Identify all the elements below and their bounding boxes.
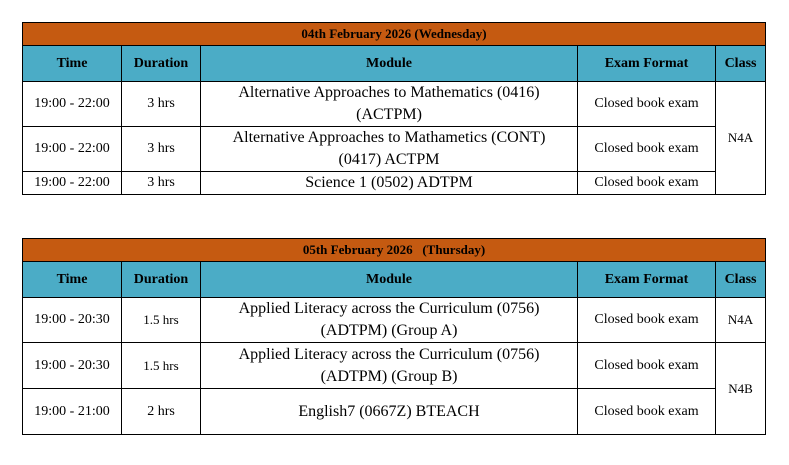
duration-cell: 3 hrs bbox=[122, 82, 201, 127]
col-module: Module bbox=[201, 46, 578, 82]
table-row bbox=[23, 82, 766, 127]
module-line: Applied Literacy across the Curriculum (0756) bbox=[238, 345, 540, 363]
duration-cell: 1.5 hrs bbox=[122, 343, 201, 389]
module-cell bbox=[201, 82, 578, 127]
col-time: Time bbox=[23, 46, 122, 82]
module-line: (ACTPM) bbox=[356, 106, 422, 123]
class-cell: N4B bbox=[716, 343, 766, 435]
format-cell: Closed book exam bbox=[578, 389, 716, 435]
time-cell: 19:00 - 22:00 bbox=[23, 82, 122, 127]
table-row bbox=[23, 127, 766, 172]
col-module: Module bbox=[201, 262, 578, 298]
col-duration: Duration bbox=[122, 46, 201, 82]
format-cell: Closed book exam bbox=[578, 172, 716, 195]
module-line: Applied Literacy across the Curriculum (0756) bbox=[238, 300, 540, 317]
module-cell bbox=[201, 343, 578, 389]
module-line: (ADTPM) (Group B) bbox=[320, 367, 458, 385]
module-cell: Science 1 (0502) ADTPM bbox=[201, 172, 578, 195]
module-line: (0417) ACTPM bbox=[338, 151, 440, 168]
table-row bbox=[23, 389, 766, 435]
module-cell bbox=[201, 127, 578, 172]
format-cell: Closed book exam bbox=[578, 127, 716, 172]
time-cell: 19:00 - 22:00 bbox=[23, 127, 122, 172]
module-line: Alternative Approaches to Mathametics (CONT) bbox=[232, 129, 546, 146]
exam-table-day1 bbox=[22, 22, 766, 195]
table-row bbox=[23, 172, 766, 195]
col-exam-format: Exam Format bbox=[578, 262, 716, 298]
exam-table-day2 bbox=[22, 238, 766, 435]
duration-cell: 3 hrs bbox=[122, 172, 201, 195]
date-header: 04th February 2026 (Wednesday) bbox=[23, 23, 766, 46]
module-cell: English7 (0667Z) BTEACH bbox=[201, 389, 578, 435]
module-line: Alternative Approaches to Mathematics (0416) bbox=[238, 84, 540, 101]
time-cell: 19:00 - 21:00 bbox=[23, 389, 122, 435]
table-row bbox=[23, 298, 766, 343]
format-cell: Closed book exam bbox=[578, 343, 716, 389]
time-cell: 19:00 - 20:30 bbox=[23, 298, 122, 343]
format-cell: Closed book exam bbox=[578, 82, 716, 127]
date-header: 05th February 2026 (Thursday) bbox=[23, 239, 766, 262]
class-cell: N4A bbox=[716, 298, 766, 343]
duration-cell: 2 hrs bbox=[122, 389, 201, 435]
time-cell: 19:00 - 22:00 bbox=[23, 172, 122, 195]
col-time: Time bbox=[23, 262, 122, 298]
col-exam-format: Exam Format bbox=[578, 46, 716, 82]
col-class: Class bbox=[716, 46, 766, 82]
duration-cell: 1.5 hrs bbox=[122, 298, 201, 343]
table-row bbox=[23, 343, 766, 389]
format-cell: Closed book exam bbox=[578, 298, 716, 343]
col-class: Class bbox=[716, 262, 766, 298]
class-cell: N4A bbox=[716, 82, 766, 195]
module-cell bbox=[201, 298, 578, 343]
time-cell: 19:00 - 20:30 bbox=[23, 343, 122, 389]
module-line: (ADTPM) (Group A) bbox=[320, 322, 458, 339]
col-duration: Duration bbox=[122, 262, 201, 298]
duration-cell: 3 hrs bbox=[122, 127, 201, 172]
